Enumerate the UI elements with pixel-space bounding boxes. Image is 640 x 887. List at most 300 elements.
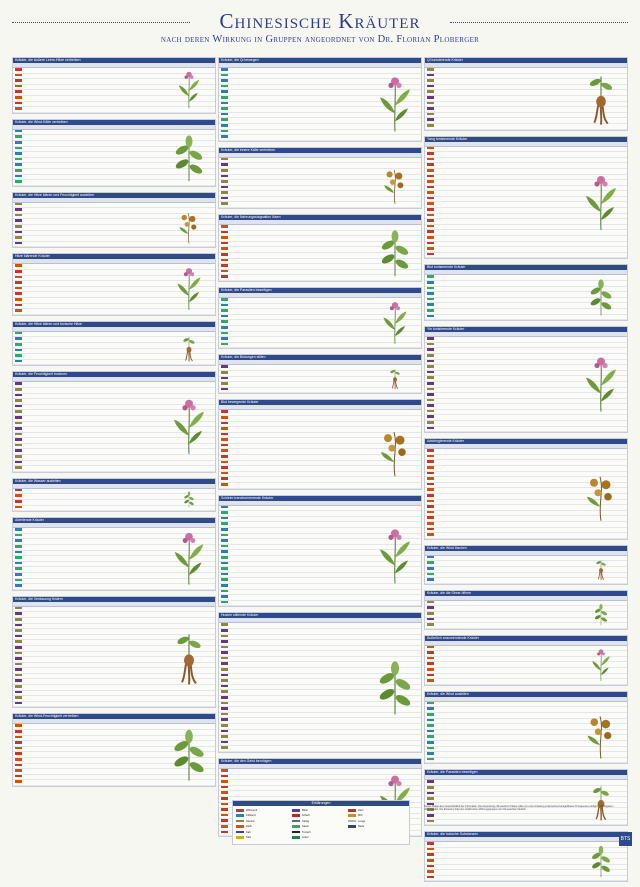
herb-group-table bbox=[425, 444, 627, 539]
property-swatch bbox=[15, 214, 22, 217]
legend-label: Niere bbox=[358, 825, 365, 829]
property-swatch bbox=[15, 573, 22, 576]
property-swatch bbox=[221, 466, 228, 469]
herb-group-section bbox=[12, 371, 216, 473]
property-swatch bbox=[427, 399, 434, 402]
herb-group-section bbox=[12, 57, 216, 114]
herb-root-illustration bbox=[578, 781, 624, 822]
property-swatch bbox=[427, 516, 434, 519]
herb-group-section bbox=[218, 612, 422, 753]
property-swatch bbox=[221, 595, 228, 598]
property-swatch bbox=[427, 393, 434, 396]
legend-item bbox=[292, 825, 309, 828]
property-swatch bbox=[221, 365, 228, 368]
property-swatch bbox=[15, 208, 22, 211]
property-swatch bbox=[15, 422, 22, 425]
herb-leaf-illustration bbox=[372, 624, 418, 749]
property-swatch bbox=[427, 483, 434, 486]
property-swatch bbox=[221, 791, 228, 794]
property-swatch bbox=[427, 511, 434, 514]
property-swatch bbox=[221, 253, 228, 256]
property-swatch bbox=[15, 354, 22, 357]
legend-item bbox=[236, 831, 250, 834]
property-swatch bbox=[221, 320, 228, 323]
legend-label: Kalt bbox=[246, 830, 251, 834]
property-swatch bbox=[221, 786, 228, 789]
legend-swatch bbox=[348, 820, 356, 823]
property-swatch bbox=[427, 175, 434, 178]
property-swatch bbox=[221, 702, 228, 705]
property-swatch bbox=[427, 287, 434, 290]
property-swatch bbox=[221, 79, 228, 82]
legend-label: Heiß bbox=[246, 825, 252, 829]
property-swatch bbox=[427, 668, 434, 671]
herb-group-title: Adstringierende Kräuter bbox=[425, 439, 627, 444]
property-swatch bbox=[427, 724, 434, 727]
herb-seed-illustration bbox=[166, 204, 212, 245]
property-swatch bbox=[221, 696, 228, 699]
property-swatch bbox=[15, 410, 22, 413]
herb-leaf-illustration bbox=[166, 725, 212, 783]
property-swatch bbox=[221, 275, 228, 278]
property-swatch bbox=[221, 68, 228, 71]
herb-group-table bbox=[13, 125, 215, 186]
legend-item bbox=[292, 836, 309, 839]
property-swatch bbox=[427, 752, 434, 755]
herb-root-illustration bbox=[578, 69, 624, 127]
legend-swatch bbox=[236, 831, 244, 834]
property-swatch bbox=[221, 242, 228, 245]
property-swatch bbox=[427, 169, 434, 172]
property-swatch bbox=[427, 679, 434, 682]
property-swatch bbox=[427, 275, 434, 278]
property-swatch bbox=[427, 472, 434, 475]
property-swatch bbox=[15, 607, 22, 610]
herb-flowering-illustration bbox=[578, 338, 624, 429]
legend-swatch bbox=[292, 814, 300, 817]
property-swatch bbox=[221, 191, 228, 194]
property-swatch bbox=[427, 702, 434, 705]
herb-group-table bbox=[13, 602, 215, 708]
property-swatch bbox=[427, 573, 434, 576]
herb-group-title: Kräuter, die Hitze klären und Feuchtigkeit ausleiten bbox=[13, 193, 215, 198]
legend-swatch bbox=[236, 809, 244, 812]
property-swatch bbox=[15, 399, 22, 402]
herb-group-title: Kräuter, die Parasiten beseitigen bbox=[219, 288, 421, 293]
property-swatch bbox=[15, 427, 22, 430]
property-swatch bbox=[15, 657, 22, 660]
property-swatch bbox=[15, 764, 22, 767]
property-swatch bbox=[221, 231, 228, 234]
legend-swatch bbox=[236, 820, 244, 823]
property-swatch bbox=[15, 175, 22, 178]
property-swatch bbox=[221, 186, 228, 189]
property-swatch bbox=[427, 85, 434, 88]
property-swatch bbox=[15, 163, 22, 166]
publisher-logo: BTS bbox=[619, 832, 632, 846]
herb-group-section bbox=[424, 831, 628, 882]
property-swatch bbox=[15, 416, 22, 419]
property-swatch bbox=[427, 561, 434, 564]
herb-group-table bbox=[425, 596, 627, 629]
legend-item bbox=[348, 809, 363, 812]
property-swatch bbox=[15, 433, 22, 436]
herb-group-section bbox=[218, 354, 422, 394]
property-swatch bbox=[427, 186, 434, 189]
property-swatch bbox=[427, 247, 434, 250]
property-swatch bbox=[15, 68, 22, 71]
property-swatch bbox=[427, 315, 434, 318]
property-swatch bbox=[15, 147, 22, 150]
property-swatch bbox=[221, 107, 228, 110]
property-swatch bbox=[15, 270, 22, 273]
herb-group-title: Blut tonisierende Kräuter bbox=[425, 265, 627, 270]
herb-group-section bbox=[424, 264, 628, 321]
property-swatch bbox=[221, 775, 228, 778]
property-swatch bbox=[15, 679, 22, 682]
property-swatch bbox=[427, 488, 434, 491]
herb-group-table bbox=[425, 142, 627, 259]
property-swatch bbox=[15, 405, 22, 408]
herb-group-table bbox=[219, 360, 421, 393]
legend-grid bbox=[236, 809, 406, 842]
property-swatch bbox=[15, 231, 22, 234]
property-swatch bbox=[15, 85, 22, 88]
legend-item bbox=[292, 831, 311, 834]
property-swatch bbox=[15, 534, 22, 537]
property-swatch bbox=[221, 657, 228, 660]
herb-flowering-illustration bbox=[166, 383, 212, 469]
herb-group-section bbox=[12, 119, 216, 187]
property-swatch bbox=[427, 208, 434, 211]
property-swatch bbox=[427, 865, 434, 868]
property-swatch bbox=[427, 107, 434, 110]
property-swatch bbox=[15, 545, 22, 548]
poster-title: Chinesische Kräuter bbox=[219, 9, 421, 33]
herb-group-title: Yin tonisierende Kräuter bbox=[425, 327, 627, 332]
property-swatch bbox=[427, 618, 434, 621]
property-swatch bbox=[221, 668, 228, 671]
herb-group-section bbox=[424, 590, 628, 630]
property-swatch bbox=[427, 477, 434, 480]
property-swatch bbox=[15, 584, 22, 587]
property-swatch bbox=[427, 147, 434, 150]
property-swatch bbox=[221, 640, 228, 643]
property-swatch bbox=[221, 90, 228, 93]
property-swatch bbox=[427, 713, 434, 716]
property-swatch bbox=[427, 814, 434, 817]
property-swatch bbox=[427, 360, 434, 363]
property-swatch bbox=[427, 376, 434, 379]
herb-group-table bbox=[219, 293, 421, 348]
property-swatch bbox=[15, 304, 22, 307]
property-swatch bbox=[15, 90, 22, 93]
herb-group-table bbox=[13, 484, 215, 511]
column-left bbox=[12, 57, 216, 792]
property-swatch bbox=[15, 152, 22, 155]
legend-swatch bbox=[292, 836, 300, 839]
property-swatch bbox=[15, 449, 22, 452]
herb-group-title: Kräuter, die Wasser ausleiten bbox=[13, 479, 215, 484]
legend-swatch bbox=[292, 825, 300, 828]
property-swatch bbox=[221, 433, 228, 436]
property-swatch bbox=[15, 360, 22, 363]
property-swatch bbox=[15, 219, 22, 222]
property-swatch bbox=[427, 662, 434, 665]
property-swatch bbox=[221, 102, 228, 105]
property-swatch bbox=[221, 674, 228, 677]
property-swatch bbox=[15, 141, 22, 144]
herb-leaf-illustration bbox=[166, 131, 212, 183]
property-swatch bbox=[427, 494, 434, 497]
legend-swatch bbox=[348, 814, 356, 817]
property-swatch bbox=[15, 203, 22, 206]
property-swatch bbox=[427, 848, 434, 851]
herb-seed-illustration bbox=[578, 703, 624, 761]
property-swatch bbox=[221, 247, 228, 250]
property-swatch bbox=[221, 416, 228, 419]
herb-group-table bbox=[219, 501, 421, 607]
herb-group-section bbox=[12, 596, 216, 709]
property-swatch bbox=[15, 349, 22, 352]
property-swatch bbox=[15, 528, 22, 531]
property-swatch bbox=[427, 118, 434, 121]
property-swatch bbox=[15, 388, 22, 391]
legend-item bbox=[236, 836, 251, 839]
herb-flowering-illustration bbox=[372, 507, 418, 604]
herb-group-table bbox=[425, 551, 627, 584]
property-swatch bbox=[15, 674, 22, 677]
legend-label: Bitter bbox=[302, 809, 309, 812]
legend-label: Leber bbox=[302, 836, 309, 839]
property-swatch bbox=[427, 410, 434, 413]
herb-group-table bbox=[425, 697, 627, 764]
property-swatch bbox=[427, 842, 434, 845]
property-swatch bbox=[221, 455, 228, 458]
property-swatch bbox=[15, 74, 22, 77]
property-swatch bbox=[427, 348, 434, 351]
herb-group-title: Kräuter, die Blutungen stillen bbox=[219, 355, 421, 360]
herb-group-section bbox=[218, 147, 422, 209]
property-swatch bbox=[427, 730, 434, 733]
property-swatch bbox=[427, 303, 434, 306]
herb-group-title: Kräuter, die Qi bewegen bbox=[219, 58, 421, 63]
property-swatch bbox=[427, 505, 434, 508]
property-swatch bbox=[427, 780, 434, 783]
property-swatch bbox=[221, 713, 228, 716]
herb-flowering-illustration bbox=[372, 69, 418, 138]
property-swatch bbox=[15, 612, 22, 615]
property-swatch bbox=[221, 724, 228, 727]
property-swatch bbox=[221, 163, 228, 166]
legend-item bbox=[348, 825, 364, 828]
herb-group-title: Kräuter, die Feuchtigkeit trocknen bbox=[13, 372, 215, 377]
legend-label: Salzig bbox=[302, 819, 310, 823]
poster-header bbox=[0, 0, 640, 50]
legend-label: Neutral bbox=[246, 819, 255, 823]
property-swatch bbox=[15, 758, 22, 761]
property-swatch bbox=[427, 876, 434, 879]
property-swatch bbox=[221, 304, 228, 307]
herb-group-section bbox=[218, 287, 422, 349]
property-swatch bbox=[221, 506, 228, 509]
property-swatch bbox=[15, 702, 22, 705]
property-swatch bbox=[221, 343, 228, 346]
property-swatch bbox=[427, 556, 434, 559]
legend-item bbox=[236, 809, 257, 812]
property-swatch bbox=[221, 483, 228, 486]
property-swatch bbox=[15, 685, 22, 688]
property-swatch bbox=[427, 124, 434, 127]
property-swatch bbox=[427, 197, 434, 200]
herb-seed-illustration bbox=[372, 159, 418, 205]
property-swatch bbox=[15, 752, 22, 755]
herb-group-table bbox=[13, 198, 215, 248]
property-swatch bbox=[427, 870, 434, 873]
property-swatch bbox=[15, 489, 22, 492]
property-swatch bbox=[221, 601, 228, 604]
property-swatch bbox=[427, 225, 434, 228]
legend-label: Herz bbox=[358, 809, 364, 812]
herb-flowering-illustration bbox=[578, 148, 624, 256]
property-swatch bbox=[15, 225, 22, 228]
property-swatch bbox=[221, 629, 228, 632]
herb-root-illustration bbox=[166, 333, 212, 363]
legend-label: Wärmend bbox=[246, 809, 258, 812]
property-swatch bbox=[15, 242, 22, 245]
property-swatch bbox=[221, 382, 228, 385]
legend-item bbox=[236, 820, 254, 823]
property-swatch bbox=[221, 337, 228, 340]
property-swatch bbox=[15, 236, 22, 239]
herb-seed-illustration bbox=[372, 411, 418, 485]
property-swatch bbox=[221, 825, 228, 828]
property-swatch bbox=[15, 107, 22, 110]
herb-leaf-illustration bbox=[578, 843, 624, 878]
property-swatch bbox=[427, 242, 434, 245]
property-swatch bbox=[427, 601, 434, 604]
property-swatch bbox=[427, 382, 434, 385]
property-swatch bbox=[15, 775, 22, 778]
property-swatch bbox=[221, 584, 228, 587]
property-swatch bbox=[221, 264, 228, 267]
herb-group-title: Äußerlich anzuwendende Kräuter bbox=[425, 636, 627, 641]
property-swatch bbox=[221, 377, 228, 380]
property-swatch bbox=[15, 287, 22, 290]
herb-group-section bbox=[12, 321, 216, 367]
property-swatch bbox=[221, 511, 228, 514]
property-swatch bbox=[15, 158, 22, 161]
herb-group-section bbox=[424, 769, 628, 826]
herb-group-title: Schleim transformierende Kräuter bbox=[219, 496, 421, 501]
property-swatch bbox=[221, 410, 228, 413]
property-swatch bbox=[15, 624, 22, 627]
property-swatch bbox=[15, 309, 22, 312]
property-swatch bbox=[15, 663, 22, 666]
property-swatch bbox=[221, 819, 228, 822]
herb-group-title: Yang tonisierende Kräuter bbox=[425, 137, 627, 142]
property-swatch bbox=[427, 707, 434, 710]
property-swatch bbox=[221, 118, 228, 121]
property-swatch bbox=[221, 573, 228, 576]
property-swatch bbox=[427, 68, 434, 71]
property-swatch bbox=[15, 292, 22, 295]
property-swatch bbox=[427, 820, 434, 823]
property-swatch bbox=[427, 214, 434, 217]
property-swatch bbox=[427, 90, 434, 93]
herb-group-section bbox=[424, 57, 628, 131]
herb-group-table bbox=[13, 63, 215, 113]
property-swatch bbox=[221, 472, 228, 475]
property-swatch bbox=[221, 662, 228, 665]
property-swatch bbox=[427, 230, 434, 233]
property-swatch bbox=[427, 674, 434, 677]
property-swatch bbox=[427, 567, 434, 570]
property-swatch bbox=[427, 74, 434, 77]
property-swatch bbox=[427, 113, 434, 116]
property-swatch bbox=[15, 130, 22, 133]
legend-title: Erklärungen bbox=[233, 801, 409, 806]
property-swatch bbox=[221, 690, 228, 693]
property-swatch bbox=[427, 236, 434, 239]
herb-root-illustration bbox=[578, 557, 624, 581]
property-swatch bbox=[221, 332, 228, 335]
property-swatch bbox=[427, 343, 434, 346]
herb-group-title: Kräuter, die Nahrungsstagnation lösen bbox=[219, 215, 421, 220]
legend-label: Toxisch bbox=[302, 830, 311, 834]
legend-swatch bbox=[292, 831, 300, 834]
property-swatch bbox=[15, 455, 22, 458]
property-swatch bbox=[427, 623, 434, 626]
herb-leaf-illustration bbox=[578, 276, 624, 317]
property-swatch bbox=[221, 590, 228, 593]
property-swatch bbox=[221, 651, 228, 654]
property-swatch bbox=[221, 780, 228, 783]
herb-group-table bbox=[13, 259, 215, 314]
property-swatch bbox=[15, 500, 22, 503]
property-swatch bbox=[15, 724, 22, 727]
property-swatch bbox=[221, 135, 228, 138]
property-swatch bbox=[221, 769, 228, 772]
herb-group-title: Kräuter, die Verdauung fördern bbox=[13, 597, 215, 602]
herb-flowering-illustration bbox=[166, 265, 212, 311]
property-swatch bbox=[15, 539, 22, 542]
property-swatch bbox=[221, 270, 228, 273]
herb-group-section bbox=[12, 192, 216, 249]
property-swatch bbox=[427, 533, 434, 536]
property-swatch bbox=[427, 281, 434, 284]
property-swatch bbox=[221, 175, 228, 178]
herb-group-title: Kräuter, die innere Kälte vertreiben bbox=[219, 148, 421, 153]
herb-group-section bbox=[218, 495, 422, 608]
property-swatch bbox=[221, 158, 228, 161]
property-swatch bbox=[427, 612, 434, 615]
herb-group-table bbox=[13, 719, 215, 786]
legend-swatch bbox=[236, 836, 244, 839]
property-swatch bbox=[221, 814, 228, 817]
property-swatch bbox=[427, 528, 434, 531]
herb-group-table bbox=[425, 270, 627, 320]
property-swatch bbox=[15, 691, 22, 694]
property-swatch bbox=[221, 562, 228, 565]
property-swatch bbox=[427, 371, 434, 374]
property-swatch bbox=[427, 657, 434, 660]
property-swatch bbox=[221, 461, 228, 464]
property-swatch bbox=[427, 415, 434, 418]
herb-group-title: Kräuter, die Wind-Kälte vertreiben bbox=[13, 120, 215, 125]
property-swatch bbox=[221, 225, 228, 228]
property-swatch bbox=[221, 517, 228, 520]
